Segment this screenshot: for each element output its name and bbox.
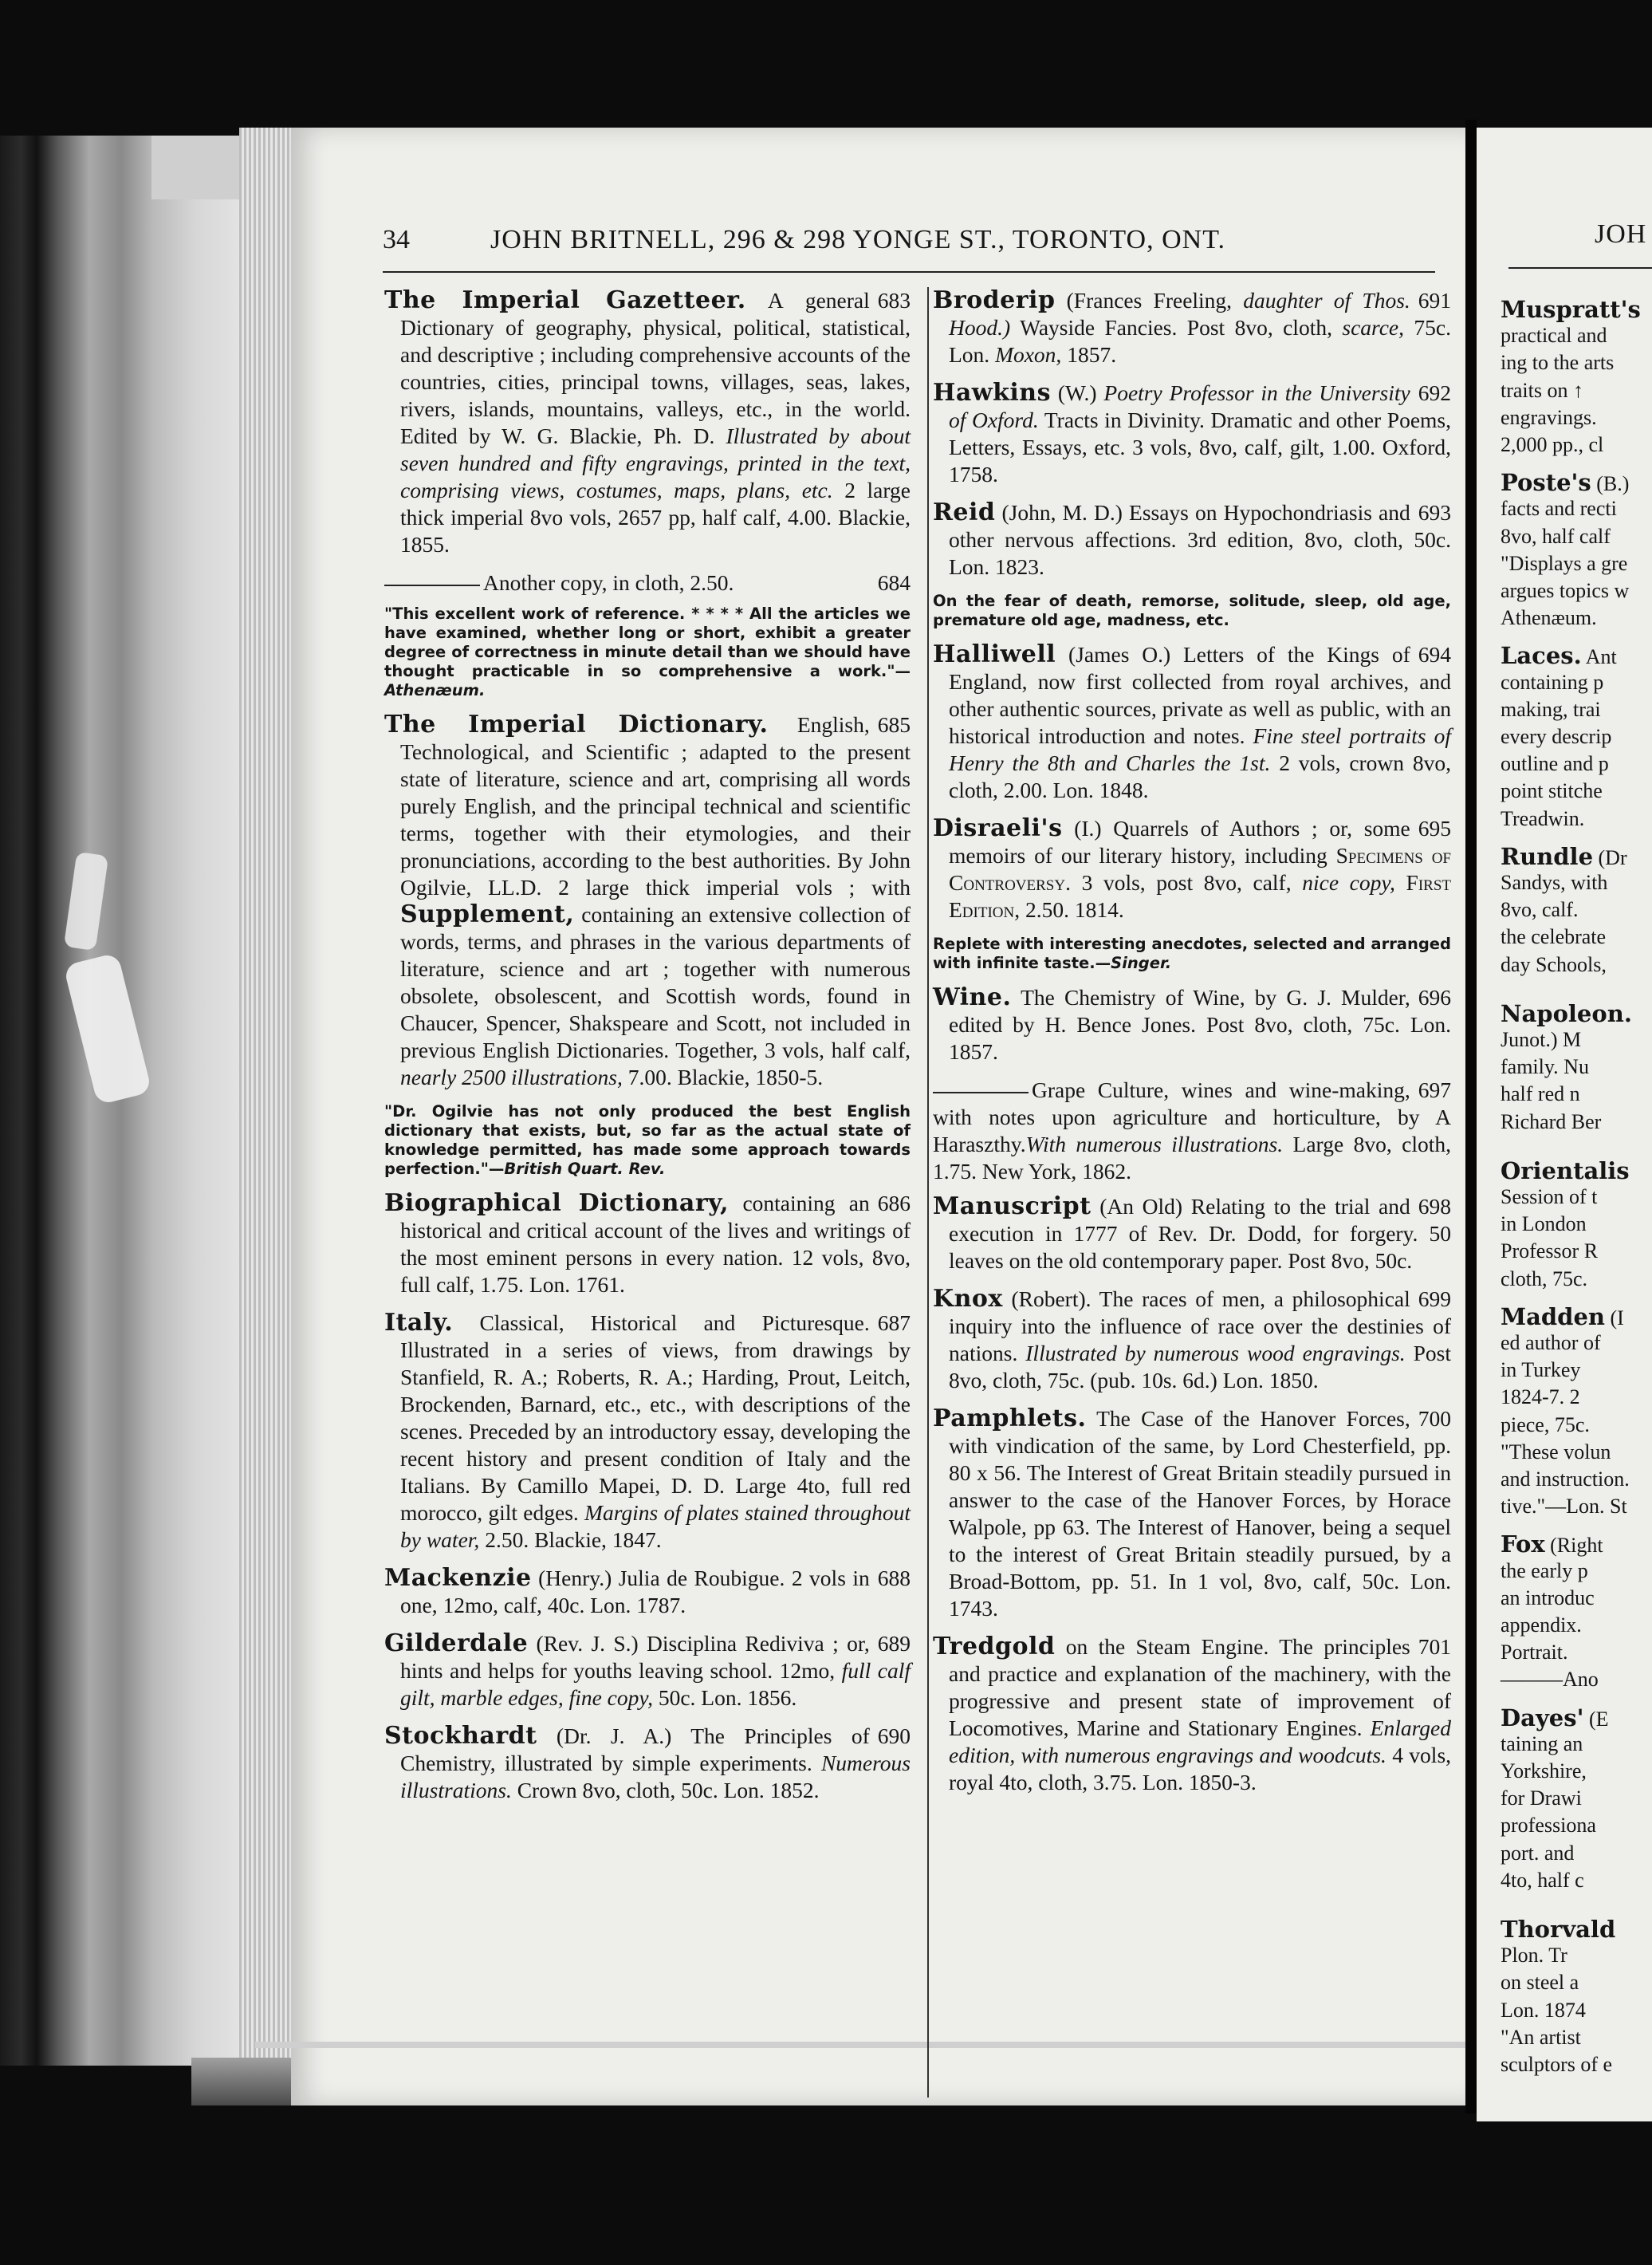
- entry-italic-text: scarce,: [1342, 315, 1405, 340]
- catalogue-entry: [933, 984, 1451, 1066]
- page-edges: [239, 128, 295, 2090]
- facing-page-text-run: Lon. 1874: [1501, 1998, 1586, 2022]
- facing-page-text-run: 2,000 pp., cl: [1501, 433, 1604, 456]
- facing-page-line: [1501, 405, 1597, 429]
- quote-source: British Quart. Rev.: [504, 1160, 666, 1178]
- facing-page-text-run: (Dr: [1593, 845, 1627, 869]
- facing-page-headword: Rundle: [1501, 842, 1594, 870]
- facing-page-line: [1501, 727, 1611, 747]
- entry-text: The Chemistry of Wine, by G. J. Mulder, edited by H. Bence Jones. Post 8vo, cloth, 75c. Lon. 1857.: [949, 985, 1451, 1064]
- facing-page-line: [1501, 298, 1641, 321]
- catalogue-entry: [933, 380, 1451, 488]
- facing-page-text-run: argues topics w: [1501, 579, 1630, 602]
- quote-text: Replete with interesting anecdotes, selected and arranged with infinite taste.—: [933, 935, 1451, 972]
- entry-text: The Case of the Hanover Forces, with vindication of the same, by Lord Chesterfield, pp. 80 x 56. The Interest of Great Britain steadily pursued in answer to the case of the Hanover Forces, by Horace Walpole, pp 63. The Interest of Hanover, being a sequel to the interest of Great Britain steadily pursued, by a Broad-Bottom, pp. 51. In 1 vol, 8vo, calf, 50c. Lon. 1743.: [949, 1406, 1451, 1621]
- lot-number: 688: [877, 1566, 911, 1590]
- facing-page-line: [1501, 806, 1585, 830]
- facing-page-text-run: Yorkshire,: [1501, 1759, 1587, 1782]
- entry-headword: Broderip: [933, 286, 1056, 314]
- facing-page-line: [1501, 553, 1627, 574]
- entry-headword: Biographical Dictionary,: [384, 1189, 730, 1217]
- facing-page-text-run: in Turkey: [1501, 1358, 1581, 1382]
- entry-text: Tracts in Divinity. Dramatic and other Poems, Letters, Essays, etc. 3 vols, 8vo, calf, gilt, 1.00. Oxford, 1758.: [949, 408, 1451, 486]
- facing-page-headword: Muspratt's: [1501, 296, 1641, 323]
- entry-italic-text: With numerous illustrations.: [1025, 1132, 1284, 1156]
- catalogue-entry-another-copy: [933, 1077, 1451, 1185]
- entry-text: Large 8vo, cloth, 1.75. New York, 1862.: [933, 1132, 1451, 1184]
- lot-number: 695: [1418, 816, 1451, 841]
- entry-italic-text: daughter of Thos. Hood.): [949, 288, 1410, 340]
- quote-text: "Dr. Ogilvie has not only produced the best English dictionary that exists, but, so far as the actual state of knowledge permitted, has made some approach towards perfection."—: [384, 1102, 911, 1178]
- facing-page-headword: Laces.: [1501, 642, 1582, 670]
- ditto-rule: [384, 585, 480, 586]
- lot-number: 690: [877, 1723, 911, 1748]
- facing-page-line: [1501, 1972, 1579, 1993]
- facing-page-line: [1501, 1030, 1581, 1050]
- facing-page-text-run: engravings.: [1501, 405, 1597, 429]
- facing-page-text-run: Session of t: [1501, 1185, 1598, 1208]
- left-column: [384, 287, 911, 1815]
- catalogue-entry: [384, 711, 911, 1091]
- facing-page-running-head: JOH: [1595, 219, 1647, 249]
- facing-page-text-run: point stitche: [1501, 779, 1603, 803]
- entry-text: (Frances Freeling,: [1066, 288, 1233, 313]
- facing-page-text-run: (I: [1604, 1306, 1624, 1329]
- lot-number: 696: [1418, 985, 1451, 1010]
- facing-page-text-run: the early p: [1501, 1558, 1588, 1582]
- facing-page-line: [1501, 1266, 1588, 1290]
- entry-italic-text: Enlarged edition, with numerous engravings and woodcuts.: [949, 1715, 1451, 1767]
- lot-number: 693: [1418, 500, 1451, 525]
- facing-page-line: [1501, 1731, 1583, 1755]
- facing-page-line: [1501, 644, 1617, 668]
- facing-page-line: [1501, 873, 1607, 893]
- entry-headword: The Imperial Gazetteer.: [384, 286, 746, 314]
- entry-italic-text: Illustrated by about seven hundred and fifty engravings, printed in the text, comprising views, costumes, maps, plans, etc.: [400, 423, 911, 502]
- facing-page-text-run: outline and p: [1501, 752, 1609, 776]
- facing-page-headword: Fox: [1501, 1530, 1545, 1558]
- facing-page-line: [1501, 1530, 1603, 1558]
- facing-page-line: [1501, 1109, 1602, 1133]
- catalogue-entry: [933, 287, 1451, 368]
- facing-page-text-run: 8vo, half calf: [1501, 524, 1611, 548]
- book-gutter: [1465, 120, 1477, 2113]
- facing-page-headword: Thorvald: [1501, 1916, 1616, 1943]
- facing-page-text-run: Plon. Tr: [1501, 1944, 1567, 1968]
- entry-italic-text: nice copy,: [1302, 870, 1395, 895]
- facing-page-text-run: on steel a: [1501, 1971, 1579, 1995]
- facing-page-text-run: "These volun: [1501, 1440, 1611, 1463]
- facing-page-line: [1501, 1642, 1568, 1663]
- facing-page-text-run: an introduc: [1501, 1586, 1595, 1609]
- facing-page-line: [1501, 1669, 1599, 1690]
- entry-text: 3 vols, post 8vo, calf,: [1081, 870, 1292, 895]
- quote-source: Athenæum.: [384, 681, 486, 699]
- facing-page-headword: Dayes': [1501, 1704, 1584, 1731]
- entry-text: (An Old) Relating to the trial and execution in 1777 of Rev. Dr. Dodd, for forgery. 50 leaves on the old contemporary paper. Post 8vo, 50c.: [949, 1194, 1451, 1273]
- facing-page-text-run: "Displays a gre: [1501, 551, 1628, 575]
- entry-italic-text: Illustrated by numerous wood engravings.: [1025, 1341, 1406, 1365]
- facing-page-line: [1501, 1843, 1574, 1864]
- catalogue-entry: [384, 1190, 911, 1298]
- facing-page-text-run: professiona: [1501, 1814, 1596, 1838]
- catalogue-entry: [384, 1723, 911, 1804]
- facing-page-line: [1501, 781, 1603, 802]
- facing-page-line: [1501, 469, 1630, 497]
- facing-page-line: [1501, 581, 1629, 601]
- facing-page-line: [1501, 1918, 1615, 1941]
- entry-headword: Reid: [933, 498, 996, 526]
- facing-page-headword: Orientalis: [1501, 1156, 1630, 1184]
- entry-text: (Rev. J. S.) Disciplina Rediviva ; or, hints and helps for youths leaving school. 12mo,: [400, 1631, 870, 1683]
- entry-smallcaps-text: First Edition,: [949, 870, 1452, 922]
- facing-page-text-run: ing to the arts: [1501, 351, 1615, 375]
- entry-headword: Hawkins: [933, 379, 1051, 407]
- entry-headword: Mackenzie: [384, 1564, 532, 1592]
- facing-page-line: [1501, 1761, 1587, 1782]
- entry-headword: Pamphlets.: [933, 1404, 1087, 1432]
- facing-page-text-run: containing p: [1501, 670, 1604, 694]
- facing-page-text-run: facts and recti: [1501, 497, 1617, 521]
- entry-text: (James O.) Letters of the Kings of England, now first collected from royal archives, and other authentic sources, private as well as public, with an historical introduction and notes.: [949, 642, 1451, 748]
- lot-number: 685: [877, 712, 911, 737]
- facing-page-line: [1501, 1241, 1598, 1262]
- facing-page-line: [1501, 754, 1609, 774]
- facing-page-line: [1501, 1815, 1596, 1836]
- running-head: JOHN BRITNELL, 296 & 298 YONGE ST., TORONTO, ONT.: [490, 225, 1225, 254]
- book-binding: [0, 136, 263, 2066]
- entry-headword: Knox: [933, 1285, 1003, 1313]
- facing-page-text-run: Portrait.: [1501, 1641, 1568, 1664]
- facing-page-text-run: cloth, 75c.: [1501, 1266, 1588, 1290]
- entry-headword: Tredgold: [933, 1633, 1056, 1660]
- facing-page-line: [1501, 2000, 1586, 2021]
- facing-page-headword: Madden: [1501, 1302, 1605, 1330]
- facing-page-line: [1501, 672, 1603, 693]
- entry-italic-text: full calf gilt, marble edges, fine copy,: [400, 1658, 911, 1710]
- facing-page-text-run: ed author of: [1501, 1331, 1601, 1354]
- lot-number: 697: [1418, 1077, 1451, 1102]
- facing-page-text-run: port. and: [1501, 1841, 1575, 1865]
- entry-text: Another copy, in cloth, 2.50.: [483, 570, 734, 595]
- facing-page-line: [1501, 1302, 1624, 1330]
- column-divider: [927, 287, 929, 2098]
- facing-page-line: [1501, 1333, 1601, 1353]
- lot-number: 689: [877, 1631, 911, 1656]
- entry-italic-text: Poetry Professor in the University of Oxford.: [949, 380, 1410, 432]
- facing-page-line: [1501, 999, 1632, 1027]
- facing-page-line: [1501, 842, 1627, 870]
- facing-page-line: [1501, 325, 1607, 346]
- entry-text: 7.00. Blackie, 1850-5.: [627, 1065, 824, 1089]
- review-quote: [933, 935, 1451, 973]
- facing-page-line: [1501, 1496, 1627, 1517]
- facing-page-text-run: (E: [1583, 1707, 1609, 1731]
- facing-page-text-run: half red n: [1501, 1082, 1580, 1106]
- facing-page-text-run: Treadwin.: [1501, 806, 1585, 830]
- entry-text: (Henry.) Julia de Roubigue. 2 vols in one, 12mo, calf, 40c. Lon. 1787.: [400, 1566, 870, 1617]
- lot-number: 699: [1418, 1286, 1451, 1311]
- lot-number: 686: [877, 1191, 911, 1215]
- entry-text: (I.) Quarrels of Authors ; or, some memoirs of our literary history, including: [949, 816, 1410, 868]
- facing-page-text-run: Richard Ber: [1501, 1109, 1602, 1133]
- facing-page-text-run: Ant: [1581, 645, 1617, 669]
- entry-headword: Halliwell: [933, 640, 1056, 668]
- facing-page-text-run: (Right: [1544, 1534, 1603, 1558]
- entry-smallcaps-text: Specimens of Controversy.: [949, 843, 1451, 895]
- facing-page-text-run: tive."—Lon. St: [1501, 1495, 1627, 1519]
- lot-number: 698: [1418, 1194, 1451, 1219]
- facing-page-line: [1501, 2054, 1612, 2075]
- header-rule: [383, 271, 1435, 273]
- facing-page-text-run: traits on ↑: [1501, 378, 1583, 402]
- facing-page-text-run: sculptors of e: [1501, 2053, 1613, 2076]
- entry-italic-text: Numerous illustrations.: [400, 1751, 911, 1802]
- entry-text: (John, M. D.) Essays on Hypochondriasis and other nervous affections. 3rd edition, 8vo, cloth, 50c. Lon. 1823.: [949, 500, 1451, 579]
- catalogue-entry: [933, 1405, 1451, 1622]
- lot-number: 701: [1418, 1634, 1451, 1659]
- facing-page-line: [1501, 1469, 1630, 1490]
- entry-text: 1857.: [1067, 342, 1117, 367]
- facing-page-text-run: and instruction.: [1501, 1467, 1630, 1491]
- facing-page-line: [1501, 927, 1606, 947]
- facing-page-headword: Napoleon.: [1501, 999, 1632, 1027]
- facing-page-text-run: Sandys, with: [1501, 871, 1608, 894]
- right-column: [933, 287, 1451, 1807]
- facing-page-line: [1501, 1788, 1582, 1809]
- entry-bold-text: Supplement,: [400, 900, 575, 928]
- entry-text: 2.50. 1814.: [1025, 897, 1124, 922]
- lot-number: 687: [877, 1310, 911, 1335]
- facing-page-rule: [1508, 267, 1652, 269]
- facing-page-text-run: every descrip: [1501, 725, 1612, 748]
- facing-page-line: [1501, 1615, 1582, 1636]
- facing-page-text-run: family. Nu: [1501, 1055, 1589, 1079]
- facing-page-line: [1501, 2027, 1581, 2048]
- entry-text: 2.50. Blackie, 1847.: [485, 1527, 662, 1552]
- entry-text: Classical, Historical and Picturesque. Illustrated in a series of views, from drawings by Stanfield, R. A.; Roberts, R. A.; Harding, Prout, Leitch, Brockenden, Barnard, etc., etc., with descriptions of the scenes. Preceded by an introductory essay, developing the recent history and present condition of Italy and the Italians. By Camillo Mapei, D. D. Large 4to, full red morocco, gilt edges.: [400, 1310, 911, 1525]
- facing-page-line: [1501, 1442, 1611, 1463]
- facing-page-text-run: 1824-7. 2: [1501, 1385, 1580, 1409]
- entry-italic-text: Moxon,: [995, 342, 1062, 367]
- entry-headword: Italy.: [384, 1309, 454, 1337]
- facing-page-line: [1501, 353, 1614, 373]
- facing-page-line: [1501, 608, 1597, 628]
- entry-headword: The Imperial Dictionary.: [384, 711, 769, 739]
- facing-page-text-run: making, trai: [1501, 697, 1601, 721]
- entry-text: (W.): [1057, 380, 1097, 405]
- lot-number: 700: [1418, 1406, 1451, 1431]
- review-quote: [384, 605, 911, 700]
- facing-page-text-run: day Schools,: [1501, 952, 1607, 976]
- facing-page-text-run: ———Ano: [1501, 1668, 1599, 1692]
- facing-page-line: [1501, 380, 1583, 401]
- facing-page-text-run: the celebrate: [1501, 925, 1607, 949]
- facing-page-line: [1501, 498, 1617, 519]
- facing-page-line: [1501, 1387, 1580, 1408]
- entry-text: English, Technological, and Scientific ; adapted to the present state of literature, science and art, comprising all words purely English, and the principal technical and scientific terms, together with their etymologies, and their pronunciations, according to the best authorities. By John Ogilvie, LL.D. 2 large thick imperial vols ; with: [400, 712, 911, 900]
- facing-page-line: [1501, 526, 1611, 547]
- facing-page-text-run: "An artist: [1501, 2025, 1581, 2049]
- facing-page-line: [1501, 435, 1603, 455]
- entry-headword: Manuscript: [933, 1192, 1092, 1220]
- facing-page-text-run: Professor R: [1501, 1239, 1599, 1263]
- entry-text: 75c. Lon.: [949, 315, 1452, 367]
- facing-page-line: [1501, 1945, 1567, 1966]
- entry-headword: Stockhardt: [384, 1722, 537, 1750]
- entry-text: 2 large thick imperial 8vo vols, 2657 pp, half calf, 4.00. Blackie, 1855.: [400, 478, 911, 557]
- facing-page-line: [1501, 1187, 1597, 1207]
- lot-number: 691: [1418, 288, 1451, 313]
- catalogue-entry: [384, 287, 911, 558]
- catalogue-entry: [384, 1565, 911, 1619]
- facing-page-text-run: (B.): [1591, 472, 1630, 496]
- entry-text: Grape Culture, wines and wine-making, with notes upon agriculture and horticulture, by A Haraszthy.: [933, 1077, 1451, 1156]
- lot-number: 694: [1418, 642, 1451, 667]
- facing-page-line: [1501, 1704, 1609, 1731]
- entry-text: (Robert). The races of men, a philosophical inquiry into the influence of race over the destinies of nations.: [949, 1286, 1451, 1365]
- review-quote: [933, 592, 1451, 630]
- catalogue-entry-another-copy: [384, 569, 911, 597]
- catalogue-entry: [933, 1286, 1451, 1394]
- catalogue-entry: [933, 1633, 1451, 1796]
- entry-headword: Disraeli's: [933, 814, 1063, 842]
- facing-page-line: [1501, 1156, 1630, 1184]
- facing-page: [1477, 128, 1652, 2121]
- facing-page-line: [1501, 900, 1578, 920]
- entry-text: 2 vols, crown 8vo, cloth, 2.00. Lon. 1848.: [949, 750, 1451, 802]
- entry-headword: Wine.: [933, 983, 1012, 1011]
- entry-italic-text: Margins of plates stained throughout by water,: [400, 1500, 911, 1552]
- review-quote: [384, 1102, 911, 1179]
- catalogue-entry: [384, 1630, 911, 1712]
- facing-page-text-run: taining an: [1501, 1731, 1583, 1755]
- facing-page-headword: Poste's: [1501, 469, 1591, 497]
- catalogue-entry: [933, 641, 1451, 804]
- page-header: [383, 225, 1451, 265]
- catalogue-entry: [384, 1310, 911, 1554]
- entry-text: 50c. Lon. 1856.: [658, 1685, 797, 1710]
- catalogue-entry: [933, 1193, 1451, 1274]
- facing-page-text-run: Athenæum.: [1501, 606, 1597, 630]
- quote-text: "This excellent work of reference. * * * * All the articles we have examined, whether long or short, exhibit a greater degree of correctness in minute detail than we should have thought practicable in so comprehensive a work."—: [384, 605, 911, 680]
- facing-page-text-run: piece, 75c.: [1501, 1412, 1590, 1436]
- facing-page-text-run: practical and: [1501, 324, 1607, 348]
- lot-number: 684: [877, 570, 911, 595]
- entry-text: on the Steam Engine. The principles and practice and explanation of the machinery, with the progressive and present state of improvement of Locomotives, Marine and Stationary Engines.: [949, 1634, 1451, 1740]
- catalogue-entry: [933, 815, 1451, 924]
- facing-page-line: [1501, 1588, 1595, 1609]
- entry-text: containing an extensive collection of words, terms, and phrases in the various departments of literature, science and art ; together with numerous obsolete, obsolescent, and Scottish words, found in Chaucer, Spencer, Shakspeare and Scott, not included in previous English Dictionaries. Together, 3 vols, half calf,: [400, 902, 911, 1062]
- facing-page-line: [1501, 1214, 1587, 1235]
- facing-page-text-run: appendix.: [1501, 1613, 1582, 1637]
- facing-page-text-run: for Drawi: [1501, 1786, 1582, 1810]
- entry-italic-text: nearly 2500 illustrations,: [400, 1065, 623, 1089]
- facing-page-line: [1501, 1558, 1588, 1582]
- ditto-rule: [933, 1092, 1029, 1093]
- entry-text: 4 vols, royal 4to, cloth, 3.75. Lon. 1850-3.: [949, 1743, 1452, 1794]
- facing-page-line: [1501, 699, 1601, 720]
- quote-source: Singer.: [1111, 954, 1172, 972]
- facing-page-line: [1501, 1360, 1580, 1381]
- facing-page-text-run: 4to, half c: [1501, 1868, 1584, 1892]
- entry-text: Wayside Fancies. Post 8vo, cloth,: [1020, 315, 1332, 340]
- page-number: 34: [383, 225, 410, 254]
- entry-text: A general Dictionary of geography, physical, political, statistical, and descriptive ; including comprehensive accounts of the countries, cities, principal towns, villages, seas, lakes, rivers, islands, mountains, valleys, etc., in the world. Edited by W. G. Blackie, Ph. D.: [400, 288, 911, 448]
- entry-text: containing an historical and critical account of the lives and writings of the most eminent persons in every nation. 12 vols, 8vo, full calf, 1.75. Lon. 1761.: [400, 1191, 911, 1297]
- facing-page-line: [1501, 1084, 1580, 1105]
- facing-page-text-run: in London: [1501, 1212, 1587, 1236]
- facing-page-line: [1501, 1412, 1590, 1436]
- catalogue-entry: [933, 499, 1451, 581]
- facing-page-line: [1501, 1057, 1589, 1077]
- entry-text: Crown 8vo, cloth, 50c. Lon. 1852.: [517, 1778, 820, 1802]
- lot-number: 683: [877, 288, 911, 313]
- entry-headword: Gilderdale: [384, 1629, 529, 1657]
- facing-page-text-run: Junot.) M: [1501, 1028, 1582, 1051]
- entry-italic-text: Fine steel portraits of Henry the 8th and Charles the 1st.: [949, 723, 1452, 775]
- lot-number: 692: [1418, 380, 1451, 405]
- entry-text: (Dr. J. A.) The Principles of Chemistry, illustrated by simple experiments.: [400, 1723, 870, 1775]
- entry-text: Post 8vo, cloth, 75c. (pub. 10s. 6d.) Lon. 1850.: [949, 1341, 1451, 1392]
- facing-page-text-run: 8vo, calf.: [1501, 898, 1579, 922]
- page-bottom-border: [255, 2042, 1475, 2048]
- facing-page-line: [1501, 952, 1607, 976]
- quote-text: On the fear of death, remorse, solitude, sleep, old age, premature old age, madness, etc.: [933, 592, 1451, 629]
- facing-page-line: [1501, 1870, 1584, 1891]
